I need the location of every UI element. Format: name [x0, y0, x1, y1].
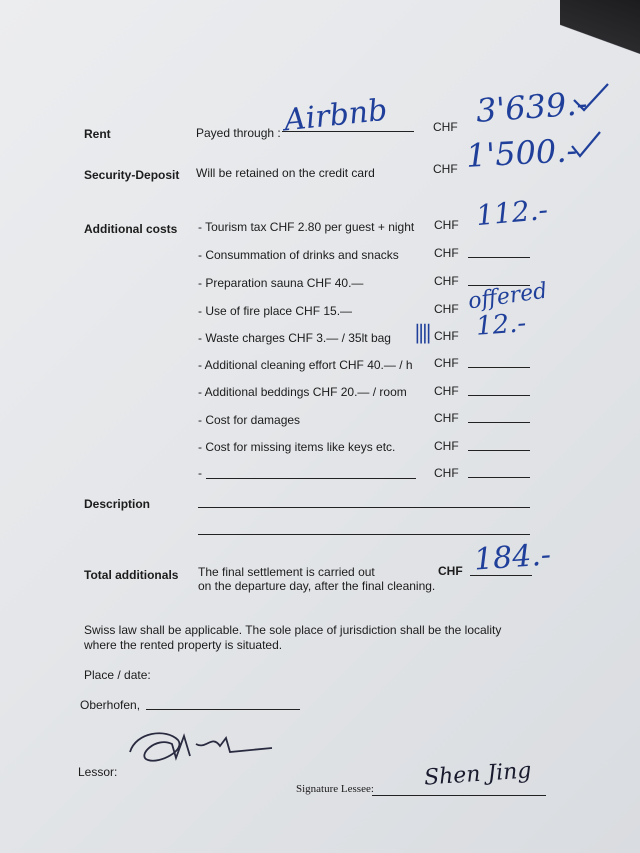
lessor-signature [126, 726, 276, 770]
payed-through-line [282, 131, 414, 132]
rent-amount: 3'639.- [474, 84, 589, 130]
security-deposit-label: Security-Deposit [84, 168, 180, 182]
total-amount: 184.- [472, 537, 553, 578]
cost-value-line [468, 477, 530, 478]
cost-currency: CHF [434, 439, 459, 453]
security-deposit-amount: 1'500.- [465, 131, 579, 175]
background-shadow [560, 0, 640, 60]
checkmark-icon [572, 82, 612, 112]
cost-item: - Additional cleaning effort CHF 40.— / h [198, 358, 413, 372]
cost-value-line [468, 422, 530, 423]
cost-item: - Use of fire place CHF 15.— [198, 304, 353, 318]
cost-value-line [468, 395, 530, 396]
tally-marks: |||| [414, 320, 429, 344]
cost-currency: CHF [434, 302, 459, 316]
total-label: Total additionals [84, 568, 179, 582]
cost-currency: CHF [434, 384, 459, 398]
jurisdiction-line2: where the rented property is situated. [84, 638, 283, 652]
place-date-label: Place / date: [84, 668, 151, 682]
rent-currency: CHF [433, 120, 458, 134]
cost-value: 12.- [475, 308, 528, 342]
security-deposit-text: Will be retained on the credit card [196, 166, 375, 180]
total-line [470, 575, 532, 576]
cost-item: - [198, 466, 202, 480]
jurisdiction-line1: Swiss law shall be applicable. The sole place of jurisdiction shall be the locality [84, 623, 502, 637]
place-value: Oberhofen, [80, 698, 141, 712]
cost-currency: CHF [434, 411, 459, 425]
cost-item: - Additional beddings CHF 20.— / room [198, 385, 407, 399]
cost-value: 112.- [474, 192, 550, 233]
signature-lessee-line [372, 795, 546, 796]
security-deposit-currency: CHF [433, 162, 458, 176]
cost-item: - Cost for missing items like keys etc. [198, 440, 396, 454]
payed-through-label: Payed through : [196, 126, 281, 140]
cost-item: - Tourism tax CHF 2.80 per guest + night [198, 220, 415, 234]
cost-currency: CHF [434, 246, 459, 260]
cost-currency: CHF [434, 356, 459, 370]
cost-value-line [468, 257, 530, 258]
cost-item: - Consummation of drinks and snacks [198, 248, 399, 262]
description-line [198, 507, 530, 508]
description-label: Description [84, 497, 151, 511]
cost-item: - Preparation sauna CHF 40.— [198, 276, 364, 290]
cost-currency: CHF [434, 218, 459, 232]
description-line [198, 534, 530, 535]
cost-value-line [468, 450, 530, 451]
rent-label: Rent [84, 127, 111, 141]
payed-through-value: Airbnb [282, 92, 389, 139]
total-currency: CHF [438, 564, 463, 578]
lessor-label: Lessor: [78, 765, 118, 779]
cost-currency: CHF [434, 466, 459, 480]
signature-lessee-label: Signature Lessee: [296, 783, 374, 795]
checkmark-icon [570, 130, 604, 160]
cost-value-line [468, 367, 530, 368]
place-date-line [146, 709, 300, 710]
cost-value: offered [466, 278, 549, 315]
additional-costs-label: Additional costs [84, 222, 178, 236]
total-text-line2: on the departure day, after the final cleaning. [198, 579, 436, 593]
cost-item: - Waste charges CHF 3.— / 35lt bag [198, 331, 391, 345]
cost-item-line [206, 478, 416, 479]
cost-currency: CHF [434, 274, 459, 288]
cost-currency: CHF [434, 329, 459, 343]
total-text-line1: The final settlement is carried out [198, 565, 375, 579]
lessee-signature: Shen Jing [423, 758, 533, 791]
cost-item: - Cost for damages [198, 413, 301, 427]
